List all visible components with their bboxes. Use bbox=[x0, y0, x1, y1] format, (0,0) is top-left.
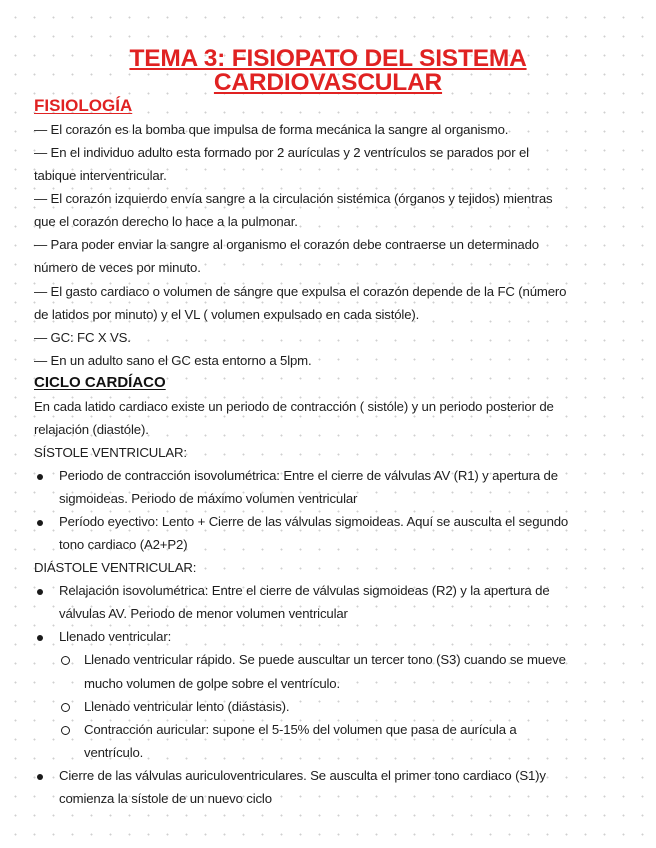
llenado-subitem-line: ventrículo. bbox=[84, 745, 144, 760]
sistole-item-line: Período eyectivo: Lento + Cierre de las válvulas sigmoideas. Aquí se ausculta el segundo bbox=[59, 514, 569, 529]
fisiologia-line: — GC: FC X VS. bbox=[34, 330, 131, 345]
fisiologia-line: que el corazón derecho lo hace a la pulmonar. bbox=[34, 214, 298, 229]
ciclo-heading: CICLO CARDÍACO bbox=[34, 374, 166, 391]
fisiologia-line: de latidos por minuto) y el VL ( volumen expulsado en cada sistóle). bbox=[34, 307, 420, 322]
bullet-circle-icon bbox=[61, 726, 70, 735]
sistole-item-line: tono cardiaco (A2+P2) bbox=[59, 537, 188, 552]
sistole-item-line: Periodo de contracción isovolumétrica: Entre el cierre de válvulas AV (R1) y apertura de bbox=[59, 468, 558, 483]
fisiologia-line: — Para poder enviar la sangre al organismo el corazón debe contraerse un determinado bbox=[34, 237, 539, 252]
diastole-item-line: Relajación isovolumétrica: Entre el cierre de válvulas sigmoideas (R2) y la apertura de bbox=[59, 583, 550, 598]
fisiologia-line: tabique interventricular. bbox=[34, 168, 167, 183]
bullet-dot-icon bbox=[37, 474, 43, 480]
page-title-line-2: CARDIOVASCULAR bbox=[213, 69, 443, 96]
ciclo-intro-line: relajación (diastóle). bbox=[34, 422, 149, 437]
bullet-circle-icon bbox=[61, 656, 70, 665]
sistole-item-line: sigmoideas. Periodo de máximo volumen ventricular bbox=[59, 491, 358, 506]
diastole-item-line: Llenado ventricular: bbox=[59, 629, 172, 644]
diastole-item-line: Cierre de las válvulas auriculoventriculares. Se ausculta el primer tono cardiaco (S1)y bbox=[59, 768, 546, 783]
diastole-label: DIÁSTOLE VENTRICULAR: bbox=[34, 560, 197, 575]
diastole-item-line: válvulas AV. Periodo de menor volumen ventricular bbox=[59, 606, 348, 621]
fisiologia-line: — En el individuo adulto esta formado por 2 aurículas y 2 ventrículos se parados por el bbox=[34, 145, 529, 160]
ciclo-intro-line: En cada latido cardiaco existe un periodo de contracción ( sistóle) y un periodo posterior de bbox=[34, 399, 554, 414]
fisiologia-line: — El gasto cardiaco o volumen de sángre que expulsa el corazón depende de la FC (número bbox=[34, 284, 567, 299]
fisiologia-heading: FISIOLOGÍA bbox=[34, 96, 133, 115]
page-title-line-1: TEMA 3: FISIOPATO DEL SISTEMA bbox=[129, 45, 527, 72]
llenado-subitem-line: Llenado ventricular lento (diástasis). bbox=[84, 699, 290, 714]
fisiologia-line: número de veces por minuto. bbox=[34, 260, 201, 275]
bullet-dot-icon bbox=[37, 635, 43, 641]
llenado-subitem-line: mucho volumen de golpe sobre el ventrículo. bbox=[84, 676, 340, 691]
llenado-subitem-line: Contracción auricular: supone el 5-15% del volumen que pasa de aurícula a bbox=[84, 722, 517, 737]
bullet-dot-icon bbox=[37, 589, 43, 595]
llenado-subitem-line: Llenado ventricular rápido. Se puede auscultar un tercer tono (S3) cuando se mueve bbox=[84, 652, 566, 667]
sistole-label: SÍSTOLE VENTRICULAR: bbox=[34, 445, 187, 460]
fisiologia-line: — El corazón izquierdo envía sangre a la circulación sistémica (órganos y tejidos) mientras bbox=[34, 191, 553, 206]
bullet-circle-icon bbox=[61, 703, 70, 712]
fisiologia-line: — En un adulto sano el GC esta entorno a 5lpm. bbox=[34, 353, 312, 368]
bullet-dot-icon bbox=[37, 774, 43, 780]
diastole-item-line: comienza la sístole de un nuevo ciclo bbox=[59, 791, 272, 806]
fisiologia-line: — El corazón es la bomba que impulsa de forma mecánica la sangre al organismo. bbox=[34, 122, 509, 137]
bullet-dot-icon bbox=[37, 520, 43, 526]
